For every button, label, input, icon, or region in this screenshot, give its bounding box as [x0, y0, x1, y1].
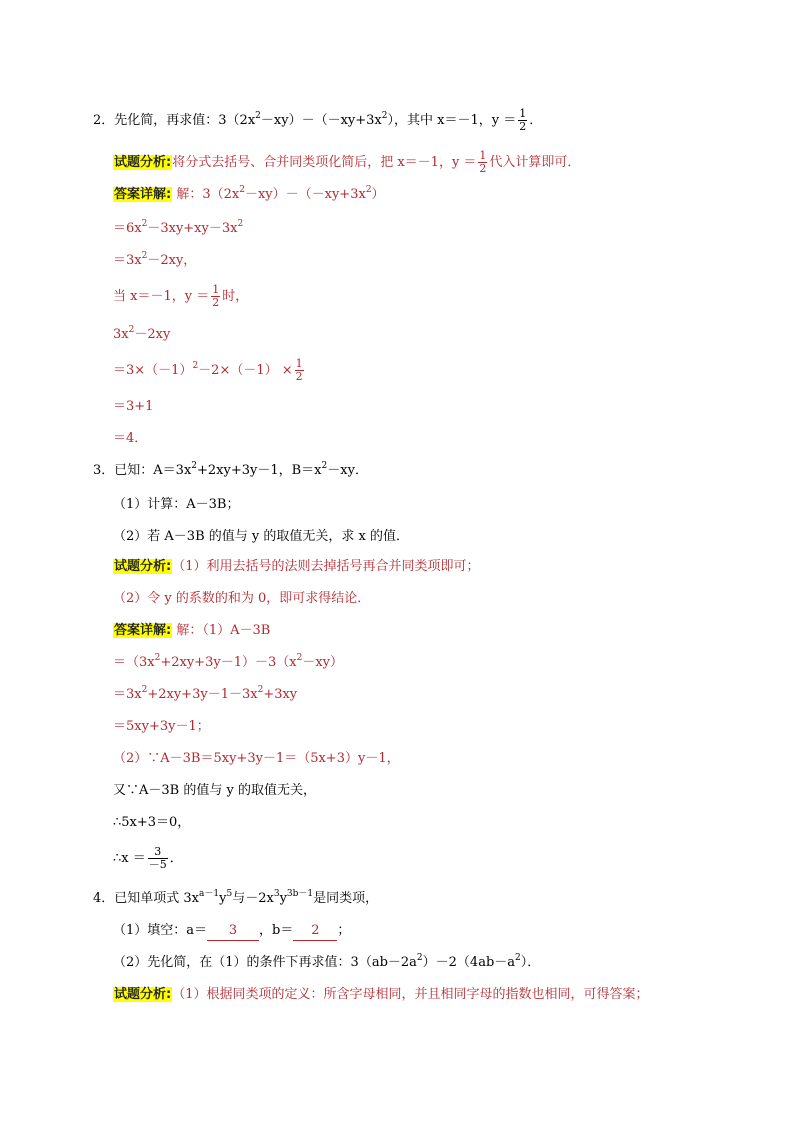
answer-text: 时，	[222, 289, 249, 304]
superscript: 2	[141, 218, 148, 229]
answer-text: －2×（－1） ×	[198, 363, 293, 378]
q2-answer-5	[113, 326, 170, 344]
numerator: 1	[295, 357, 303, 370]
q2-answer-6	[113, 358, 306, 383]
superscript: 2	[515, 952, 521, 963]
superscript: 3b－1	[286, 888, 314, 899]
numerator: 1	[212, 283, 220, 296]
superscript: 2	[416, 952, 423, 963]
q3-part-2: （2）若 A－3B 的值与 y 的取值无关，求 x 的值．	[113, 529, 409, 544]
q3-answer-3	[113, 686, 297, 704]
q4-part-text: ；	[337, 923, 351, 938]
fraction	[295, 358, 304, 383]
superscript: 5	[226, 888, 233, 899]
analysis-text: 将分式去括号、合并同类项化简后，把 x＝－1，y ＝	[172, 155, 477, 170]
superscript: 2	[381, 110, 388, 121]
superscript: 3	[273, 888, 280, 899]
analysis-tag: 试题分析:	[114, 155, 172, 170]
superscript: 2	[321, 460, 328, 471]
q3-stem-text: 已知：A＝3x	[114, 463, 192, 478]
q2-stem-text: ），其中 x＝－1，y ＝	[387, 113, 517, 128]
q3-part-1: （1）计算：A－3B；	[113, 497, 240, 512]
superscript: 2	[191, 460, 198, 471]
q3-answer-4: ＝5xy+3y－1；	[113, 719, 210, 734]
analysis-text: （1）利用去括号的法则去掉括号再合并同类项即可；	[172, 559, 480, 574]
answer-text: 解：3（2x	[176, 187, 240, 202]
denominator: 2	[479, 162, 487, 175]
q3-analysis-2: （2）令 y 的系数的和为 0，即可求得结论．	[113, 591, 371, 606]
q4-part-1	[113, 922, 350, 941]
answer-text: －2xy	[134, 327, 171, 342]
analysis-tag: 试题分析:	[114, 987, 172, 1002]
q2-answer-1	[113, 186, 385, 204]
analysis-text: （1）根据同类项的定义：所含字母相同，并且相同字母的指数也相同，可得答案；	[172, 987, 649, 1002]
superscript: 2	[128, 324, 135, 335]
q2-answer-3	[113, 252, 196, 270]
answer-text: ）	[371, 187, 385, 202]
q3-answer-5: （2）∵A－3B＝5xy+3y－1＝（5x+3）y－1，	[113, 751, 400, 766]
answer-text: －2xy，	[147, 253, 197, 268]
q4-stem-text: 与－2x	[232, 891, 274, 906]
denominator: 2	[519, 120, 527, 133]
q4-stem-text: 已知单项式 3x	[114, 891, 200, 906]
superscript: 2	[296, 652, 303, 663]
denominator: 2	[212, 296, 220, 309]
q3-answer-2	[113, 654, 343, 672]
q2-fraction	[518, 108, 527, 133]
q2-answer-8: ＝4．	[113, 431, 148, 446]
answer-text: 3x	[113, 327, 129, 342]
q2-analysis	[113, 150, 580, 175]
superscript: a－1	[199, 888, 220, 899]
q3-answer-6: 又∵A－3B 的值与 y 的取值无关，	[113, 783, 316, 798]
q4-stem-text: y	[219, 891, 227, 906]
fraction	[478, 150, 487, 175]
q4-stem	[93, 890, 378, 908]
q4-number: 4．	[93, 891, 115, 906]
q4-part-text: （2）先化简，在（1）的条件下再求值：3（ab－2a	[113, 955, 417, 970]
q2-stem	[93, 108, 542, 133]
fraction	[211, 284, 220, 309]
answer-text: 当 x＝－1，y ＝	[113, 289, 210, 304]
q2-answer-2	[113, 220, 243, 238]
answer-text: ．	[169, 851, 183, 866]
q4-part-text: ）－2（4ab－a	[422, 955, 516, 970]
q4-part-2	[113, 954, 540, 972]
answer-text: ＝3x	[113, 687, 142, 702]
q2-number: 2．	[93, 113, 115, 128]
q3-stem-text: +2xy+3y－1，B＝x	[197, 463, 322, 478]
q4-analysis-1	[113, 986, 648, 1004]
superscript: 2	[365, 184, 372, 195]
blank-a: 3	[207, 922, 259, 941]
q4-part-text: ）．	[520, 955, 541, 970]
answer-text: ＝（3x	[113, 655, 155, 670]
answer-text: －3xy+xy－3x	[147, 221, 238, 236]
superscript: 2	[257, 684, 264, 695]
q4-part-text: （1）填空：a＝	[113, 923, 208, 938]
denominator: 2	[295, 370, 303, 383]
answer-tag: 答案详解:	[114, 187, 172, 202]
q4-stem-text: 是同类项，	[313, 891, 379, 906]
superscript: 2	[141, 250, 148, 261]
fraction	[148, 846, 168, 871]
q4-part-text: ，b＝	[259, 923, 294, 938]
q3-answer-8	[113, 846, 183, 871]
answer-text: ＝6x	[113, 221, 142, 236]
q3-stem-text: －xy．	[327, 463, 368, 478]
denominator-value: 5	[159, 858, 167, 871]
q3-number: 3．	[93, 463, 115, 478]
q3-answer-7: ∴5x+3＝0，	[113, 815, 191, 830]
q3-analysis-1	[113, 558, 479, 576]
blank-b: 2	[293, 922, 337, 941]
superscript: 2	[255, 110, 261, 121]
q3-answer-1	[113, 622, 270, 640]
q2-stem-text: －xy）－（－xy+3x	[260, 113, 382, 128]
analysis-text: 代入计算即可．	[489, 155, 581, 170]
superscript: 2	[237, 218, 244, 229]
superscript: 2	[192, 360, 199, 371]
answer-text: +2xy+3y－1）－3（x	[160, 655, 297, 670]
answer-text: ＝3×（－1）	[113, 363, 193, 378]
analysis-tag: 试题分析:	[114, 559, 172, 574]
superscript: 2	[141, 684, 148, 695]
answer-text: －xy）	[302, 655, 343, 670]
q3-stem	[93, 462, 368, 480]
denominator: －5	[148, 858, 167, 871]
answer-text: +2xy+3y－1－3x	[147, 687, 258, 702]
q2-answer-7: ＝3+1	[113, 399, 154, 414]
answer-text: ∴x ＝	[113, 851, 146, 866]
superscript: 2	[239, 184, 245, 195]
numerator: 1	[519, 107, 527, 120]
q2-stem-text: ．	[529, 113, 543, 128]
q2-stem-text: 先化简，再求值：3（2x	[114, 113, 256, 128]
answer-tag: 答案详解:	[114, 623, 172, 638]
answer-text: ＝3x	[113, 253, 142, 268]
q4-stem-text: y	[279, 891, 287, 906]
answer-text: +3xy	[263, 687, 298, 702]
numerator: 1	[479, 149, 487, 162]
numerator: 3	[148, 846, 168, 859]
answer-text: －xy）－（－xy+3x	[244, 187, 366, 202]
superscript: 2	[154, 652, 161, 663]
q2-answer-4	[113, 284, 248, 309]
answer-text: 解：（1）A－3B	[176, 623, 271, 638]
